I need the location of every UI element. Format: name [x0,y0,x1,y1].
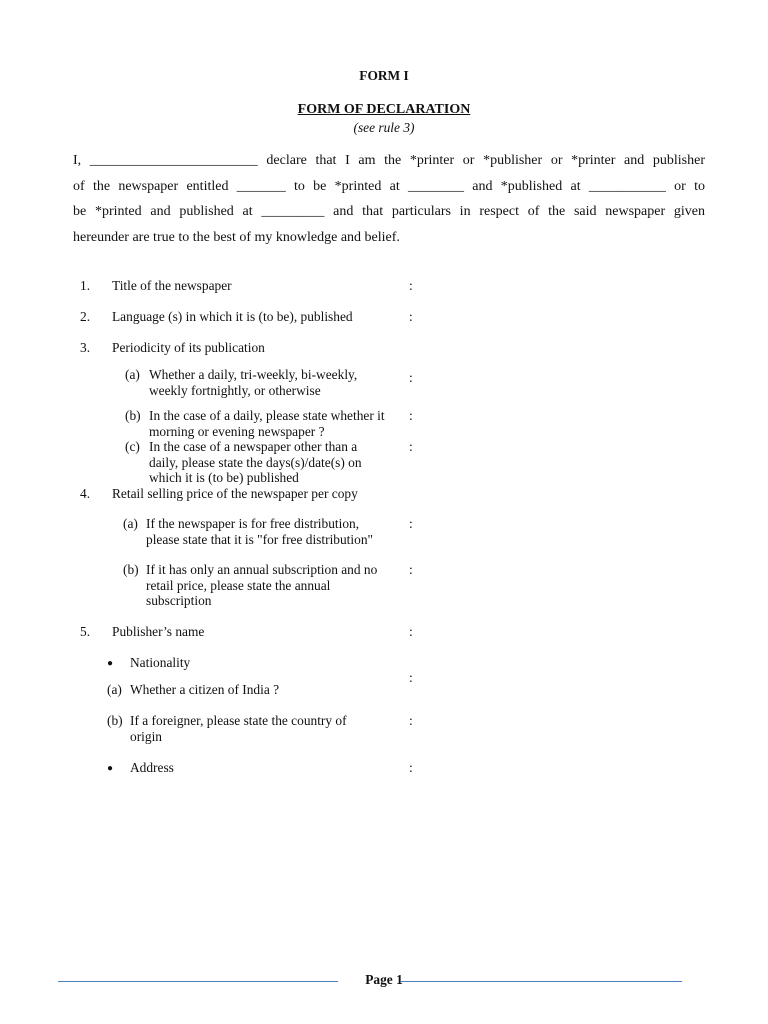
item-2-colon: : [409,309,413,324]
item-3c-colon: : [409,439,413,454]
item-3b-line-1: In the case of a daily, please state whether it [149,408,385,423]
item-5-colon: : [409,624,413,639]
item-3a-marker: (a) [125,367,140,382]
item-5b-colon: : [409,713,413,728]
item-4a-line-1: If the newspaper is for free distribution, [146,516,360,531]
item-4b-line-1: If it has only an annual subscription and no [146,562,378,577]
bullet-icon: ● [107,658,114,669]
item-3c-line-1: In the case of a newspaper other than a [149,439,358,454]
item-4b-line-2: retail price, please state the annual [146,577,331,593]
nationality-label: Nationality [130,655,191,670]
item-5b-marker: (b) [107,713,123,728]
item-3c-marker: (c) [125,439,140,454]
item-4b-marker: (b) [123,562,139,577]
item-3a-line-1: Whether a daily, tri-weekly, bi-weekly, [149,367,358,382]
item-3b-line-2: morning or evening newspaper ? [149,423,325,439]
item-4b-line-3: subscription [146,593,212,608]
item-4b-colon: : [409,562,413,577]
rule-reference: (see rule 3) [353,120,415,135]
address-colon: : [409,760,413,775]
item-3c-line-2: daily, please state the days(s)/date(s) on [149,454,362,470]
form-title-text: FORM OF DECLARATION [297,102,471,117]
item-5a-colon: : [409,670,413,685]
item-1-label: Title of the newspaper [112,278,232,293]
declaration-line-2: of the newspaper entitled _______ to be *printed at ________ and *published at ___________ or to [73,178,705,194]
declaration-line-3: be *printed and published at _________ and that particulars in respect of the said newspaper given [73,204,705,219]
item-3a-line-2: weekly fortnightly, or otherwise [149,382,321,398]
address-label: Address [130,760,174,775]
item-5a-marker: (a) [107,682,122,697]
form-number: FORM I [359,68,409,83]
page-number: Page 1 [365,972,403,987]
item-5a-line-1: Whether a citizen of India ? [130,682,280,697]
item-5b-line-1: If a foreigner, please state the country of [130,713,347,728]
item-1-colon: : [409,278,413,293]
item-3-label: Periodicity of its publication [112,340,265,355]
item-3c-line-3: which it is (to be) published [149,470,299,485]
bullet-icon: ● [107,763,114,774]
item-1-number: 1. [80,278,91,293]
item-5-number: 5. [80,624,91,639]
item-2-number: 2. [80,309,91,324]
item-3b-colon: : [409,408,413,423]
form-title [0,102,768,118]
item-4a-colon: : [409,516,413,531]
item-4-label: Retail selling price of the newspaper per copy [112,486,358,501]
declaration-line-4: hereunder are true to the best of my knowledge and belief. [73,229,400,245]
item-2-label: Language (s) in which it is (to be), published [112,309,353,324]
item-4a-line-2: please state that it is "for free distribution" [146,531,373,547]
item-5b-line-2: origin [130,728,162,744]
item-4a-marker: (a) [123,516,138,531]
item-3-number: 3. [80,340,91,355]
item-5-label: Publisher’s name [112,624,205,639]
item-3a-colon: : [409,370,413,385]
item-4-number: 4. [80,486,91,501]
declaration-line-1: I, ________________________ declare that I am the *printer or *publisher or *printer and publisher [73,153,705,168]
item-3b-marker: (b) [125,408,141,423]
